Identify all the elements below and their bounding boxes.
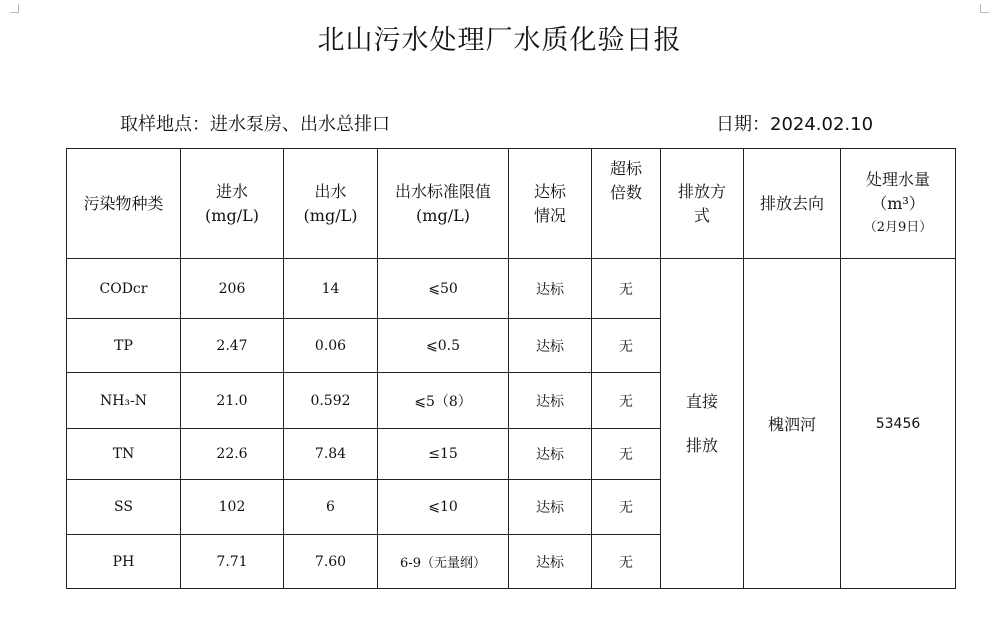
corner-crop-mark-left	[10, 4, 19, 13]
treated-volume-cell: 53456	[841, 259, 956, 589]
header-limit	[378, 149, 509, 259]
exceed-value: 无	[592, 480, 661, 535]
destination-cell: 槐泗河	[744, 259, 841, 589]
header-inflow	[181, 149, 284, 259]
exceed-value: 无	[592, 535, 661, 589]
header-outflow-unit: (mg/L)	[303, 205, 358, 225]
report-date	[716, 110, 873, 136]
pollutant-name: TN	[67, 429, 181, 480]
status-value: 达标	[509, 319, 592, 373]
limit-value: ⩽0.5	[378, 319, 509, 373]
header-limit-unit: (mg/L)	[416, 205, 470, 225]
header-pollutant: 污染物种类	[67, 149, 181, 259]
header-discharge-method	[661, 149, 744, 259]
pollutant-name: TP	[67, 319, 181, 373]
status-value: 达标	[509, 535, 592, 589]
inflow-value: 22.6	[181, 429, 284, 480]
outflow-value: 7.60	[284, 535, 378, 589]
header-volume-unit: （m³）	[871, 193, 925, 213]
header-limit-label: 出水标准限值	[394, 181, 491, 201]
header-exceed-line1: 超标	[609, 159, 642, 178]
header-outflow	[284, 149, 378, 259]
header-inflow-unit: (mg/L)	[205, 205, 259, 225]
water-quality-table	[66, 148, 956, 589]
header-outflow-label: 出水	[314, 181, 347, 201]
pollutant-name: SS	[67, 480, 181, 535]
discharge-method-line1: 直接	[685, 391, 718, 411]
exceed-value: 无	[592, 373, 661, 429]
outflow-value: 6	[284, 480, 378, 535]
header-inflow-label: 进水	[215, 181, 248, 201]
header-compliance-line1: 达标	[533, 181, 566, 201]
header-discharge-line1: 排放方	[677, 181, 726, 201]
corner-crop-mark-right	[980, 4, 989, 13]
header-exceed-line2: 倍数	[609, 183, 642, 202]
header-row	[67, 149, 956, 259]
inflow-value: 21.0	[181, 373, 284, 429]
discharge-method-cell	[661, 259, 744, 589]
exceed-value: 无	[592, 319, 661, 373]
inflow-value: 7.71	[181, 535, 284, 589]
header-compliance	[509, 149, 592, 259]
header-volume-date: （2月9日）	[863, 219, 933, 235]
inflow-value: 2.47	[181, 319, 284, 373]
outflow-value: 0.06	[284, 319, 378, 373]
status-value: 达标	[509, 259, 592, 319]
inflow-value: 206	[181, 259, 284, 319]
header-volume-label: 处理水量	[865, 169, 930, 189]
outflow-value: 0.592	[284, 373, 378, 429]
date-value: 2024.02.10	[770, 114, 874, 135]
header-discharge-line2: 式	[693, 205, 710, 225]
header-volume	[841, 149, 956, 259]
table-row	[67, 259, 956, 319]
limit-value: 6-9（无量纲）	[378, 535, 509, 589]
discharge-method-line2: 排放	[685, 435, 718, 455]
status-value: 达标	[509, 429, 592, 480]
header-compliance-line2: 情况	[533, 205, 566, 225]
inflow-value: 102	[181, 480, 284, 535]
pollutant-name: CODcr	[67, 259, 181, 319]
status-value: 达标	[509, 480, 592, 535]
exceed-value: 无	[592, 429, 661, 480]
sampling-location	[120, 110, 390, 136]
outflow-value: 7.84	[284, 429, 378, 480]
header-exceed	[592, 149, 661, 259]
limit-value: ≤15	[378, 429, 509, 480]
limit-value: ⩽5（8）	[378, 373, 509, 429]
date-label: 日期：	[716, 114, 770, 135]
pollutant-name: NH₃-N	[67, 373, 181, 429]
header-destination: 排放去向	[744, 149, 841, 259]
exceed-value: 无	[592, 259, 661, 319]
limit-value: ⩽50	[378, 259, 509, 319]
pollutant-name: PH	[67, 535, 181, 589]
location-value: 进水泵房、出水总排口	[210, 114, 390, 135]
status-value: 达标	[509, 373, 592, 429]
outflow-value: 14	[284, 259, 378, 319]
limit-value: ⩽10	[378, 480, 509, 535]
report-title: 北山污水处理厂水质化验日报	[317, 25, 682, 56]
location-label: 取样地点：	[120, 114, 210, 135]
